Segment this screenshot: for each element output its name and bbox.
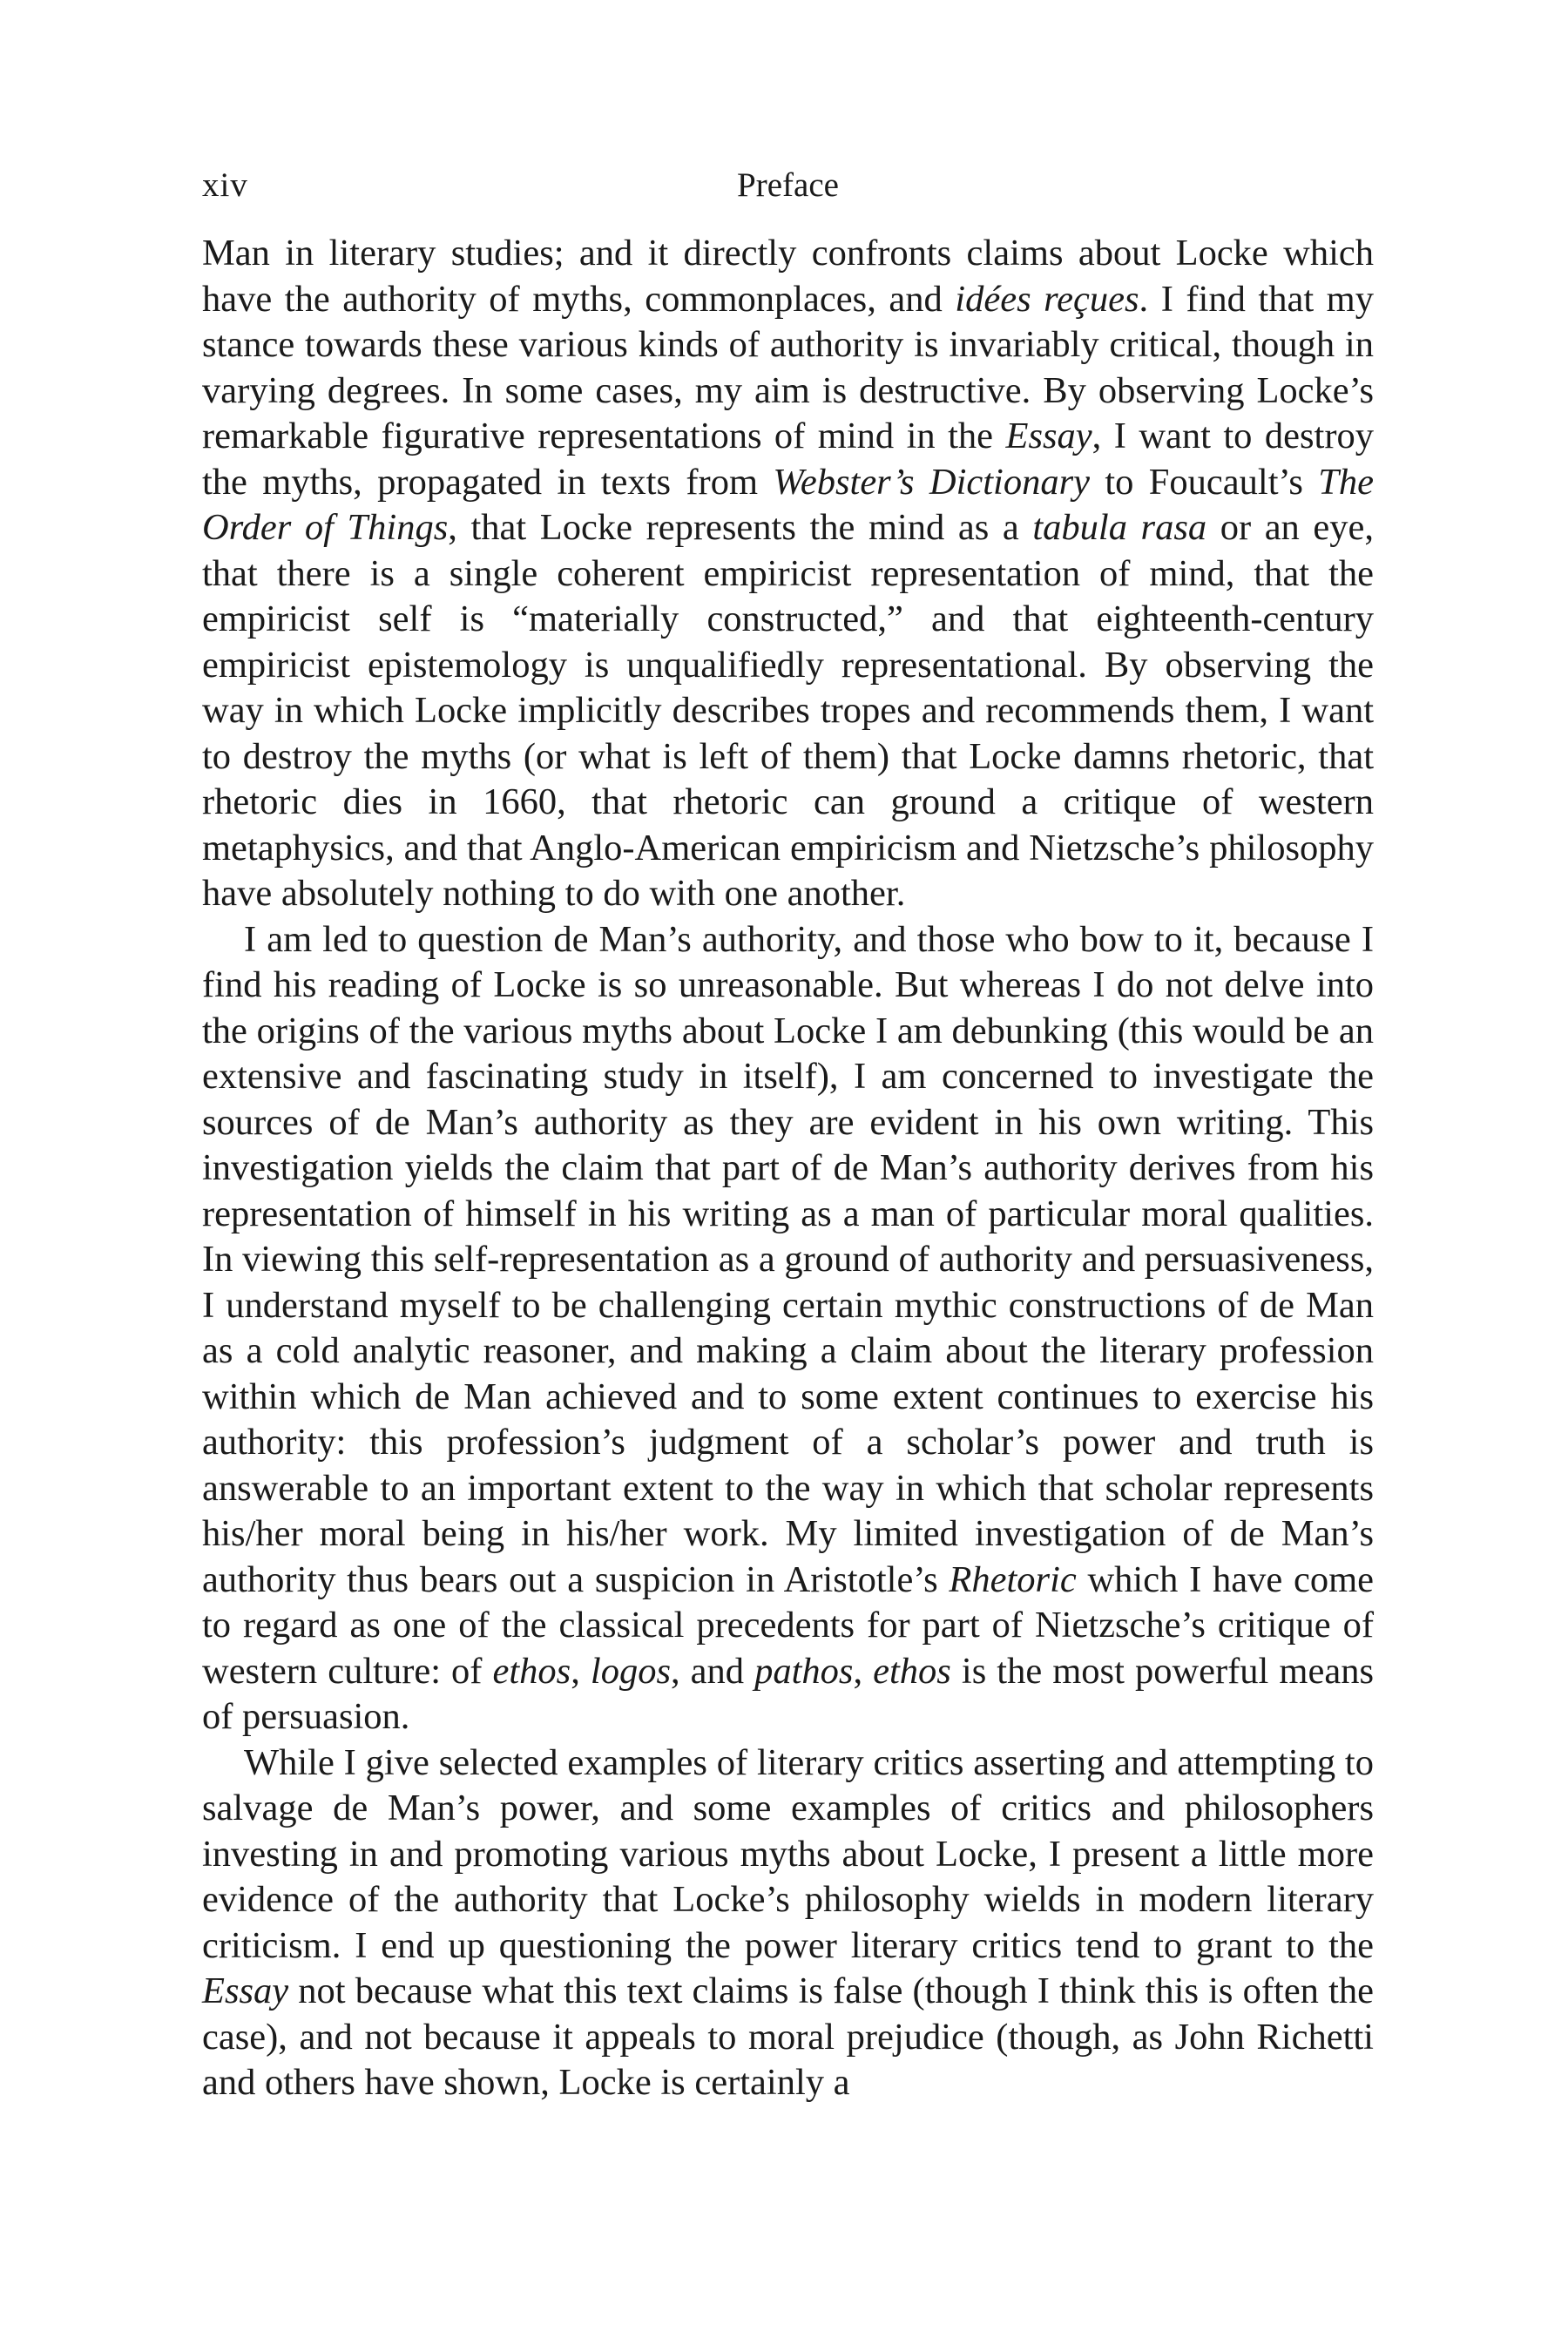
italic-text: Essay — [1005, 416, 1092, 456]
running-title: Preface — [737, 166, 839, 204]
paragraph — [202, 231, 1374, 917]
text-run: is the most powerful means of persuasion. — [202, 1650, 1374, 1737]
italic-text: Rhetoric — [949, 1558, 1077, 1600]
italic-text: pathos — [754, 1650, 854, 1692]
italic-text: tabula rasa — [1032, 507, 1207, 548]
paragraph — [202, 1740, 1374, 2106]
italic-text: ethos — [492, 1650, 571, 1692]
text-run: While I give selected examples of literary critics asserting and attempting to salvage de Man’s power, and some examples of critics and philosophers investing in and promoting various myths about Locke, I present a little more evidence of the authority that Locke’s philosophy wields in modern literary criticism. I end up questioning the power literary critics tend to grant to the — [202, 1741, 1374, 1966]
italic-text: idées reçues — [955, 278, 1139, 320]
paragraph — [202, 917, 1374, 1740]
text-run: , that Locke represents the mind as a — [448, 507, 1033, 548]
italic-text: ethos — [873, 1650, 951, 1692]
text-run: or an eye, that there is a single coherent empiricist representation of mind, that the empiricist self is “materially constructed,” and that eighteenth-century empiricist epistemology is unqualifiedly representational. By observing the way in which Locke implicitly describes tropes and recommends them, I want to destroy the myths (or what is left of them) that Locke damns rhetoric, that rhetoric dies in 1660, that rhetoric can ground a critique of western metaphysics, and that Anglo-American empiricism and Nietzsche’s philosophy have absolutely nothing to do with one another. — [202, 507, 1374, 914]
text-run: Man in literary studies; and it directly confronts claims about Locke which have the authority of myths, commonplaces, and — [202, 233, 1374, 320]
text-run: . I find that my stance towards these various kinds of authority is invariably critical, though in varying degrees. In some cases, my aim is destructive. By observing Locke’s remarkable figurative representations of mind in the — [202, 278, 1374, 456]
italic-text: logos — [590, 1650, 672, 1692]
italic-text: The Order of Things — [202, 461, 1374, 548]
text-run: , I want to destroy the myths, propagated in texts from — [202, 416, 1374, 503]
italic-text: Webster’s Dictionary — [773, 461, 1091, 503]
text-run: I am led to question de Man’s authority, and those who bow to it, because I find his reading of Locke is so unreasonable. But whereas I do not delve into the origins of the various myths about Locke I am debunking (this would be an extensive and fascinating study in itself), I am concerned to investigate the sources of de Man’s authority as they are evident in his own writing. This investigation yields the claim that part of de Man’s authority derives from his representation of himself in his writing as a man of particular moral qualities. In viewing this self-representation as a ground of authority and persuasiveness, I understand myself to be challenging certain mythic constructions of de Man as a cold analytic reasoner, and making a claim about the literary profession within which de Man achieved and to some extent continues to exercise his authority: this profession’s judgment of a scholar’s power and truth is answerable to an important extent to the way in which that scholar represents his/her moral being in his/her work. My limited investigation of de Man’s authority thus bears out a suspicion in Aristotle’s — [202, 918, 1374, 1600]
running-head — [202, 164, 1374, 207]
page-number: xiv — [202, 166, 248, 204]
body-text — [202, 231, 1374, 2106]
text-run: , — [571, 1650, 591, 1692]
text-run: , and — [671, 1650, 755, 1692]
text-run: to Foucault’s — [1090, 461, 1319, 503]
text-run: not because what this text claims is false (though I think this is often the case), and not because it appeals to moral prejudice (though, as John Richetti and others have shown, Locke is certainly a — [202, 1970, 1374, 2103]
text-run: , — [853, 1650, 874, 1692]
text-run: which I have come to regard as one of the classical precedents for part of Nietzsche’s critique of western culture: of — [202, 1558, 1374, 1692]
italic-text: Essay — [202, 1970, 289, 2011]
